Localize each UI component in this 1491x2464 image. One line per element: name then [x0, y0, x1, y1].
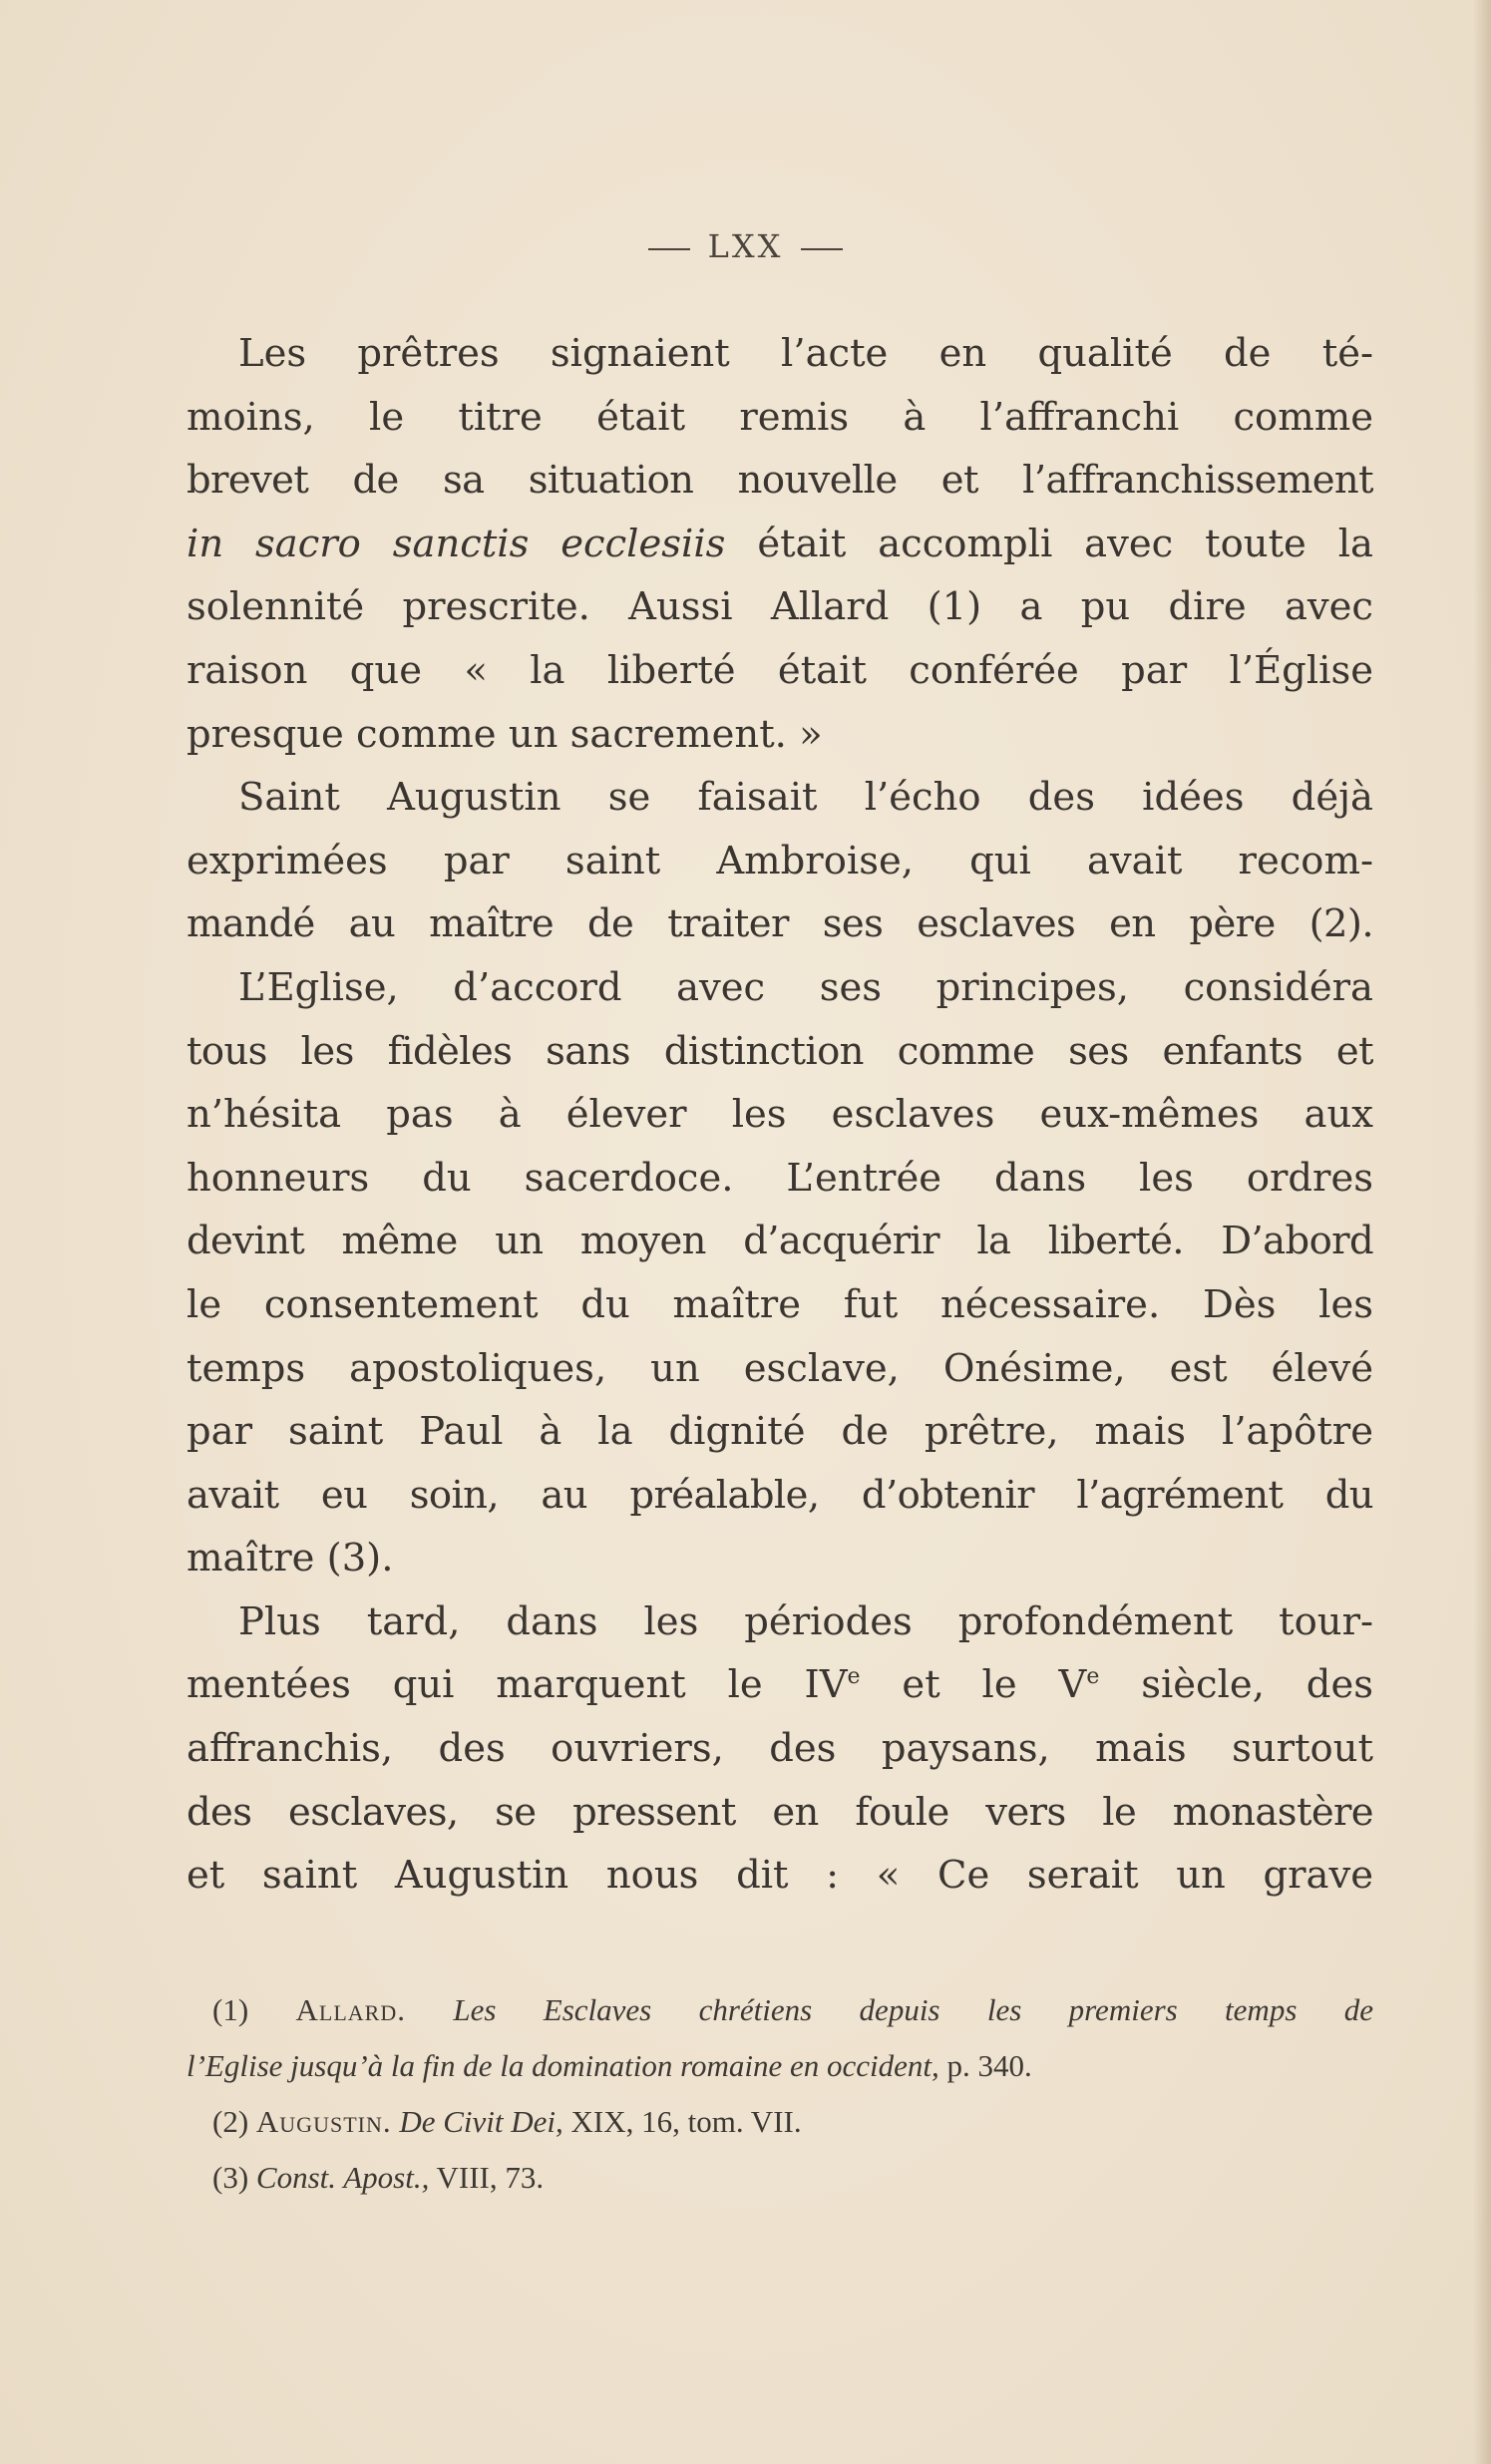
text-line: honneurs du sacerdoce. L’entrée dans les ordres [186, 1155, 1373, 1201]
text-span: et le V [860, 1662, 1087, 1708]
latin-phrase: in sacro sanctis ecclesiis [186, 521, 726, 566]
dash-left [648, 248, 690, 250]
text-line: Plus tard, dans les périodes profondément tour- [238, 1598, 1373, 1644]
footnote-1-line-2 [186, 2038, 1373, 2094]
footnote-author: Allard. [295, 1992, 406, 2027]
superscript: e [1086, 1664, 1100, 1690]
text-line: Les prêtres signaient l’acte en qualité de té- [238, 331, 1373, 376]
footnote-title: De Civit Dei, [399, 2104, 563, 2139]
footnote-1-line-1 [186, 1982, 1373, 2038]
text-line [186, 513, 1373, 576]
text-line: le consentement du maître fut nécessaire. Dès les [186, 1281, 1373, 1327]
text-line [186, 1653, 1373, 1717]
text-line: L’Eglise, d’accord avec ses principes, considéra [238, 964, 1373, 1010]
footnote-number: (2) [212, 2104, 249, 2139]
text-line: affranchis, des ouvriers, des paysans, mais surtout [186, 1726, 1373, 1772]
footnote-title: Les Esclaves chrétiens depuis les premiers temps de [453, 1992, 1373, 2027]
text-span: mentées qui marquent le IV [186, 1662, 848, 1708]
footnote-title: l’Eglise jusqu’à la fin de la domination romaine en occident, [186, 2048, 939, 2083]
page-edge-shadow [1473, 0, 1491, 2464]
text-line: exprimées par saint Ambroise, qui avait recom- [186, 838, 1373, 883]
page-number-roman: LXX [707, 227, 784, 265]
superscript: e [847, 1664, 861, 1690]
text-line: brevet de sa situation nouvelle et l’affranchissement [186, 458, 1373, 504]
text-line: n’hésita pas à élever les esclaves eux-mêmes aux [186, 1092, 1373, 1138]
text-line: moins, le titre était remis à l’affranchi comme [186, 394, 1373, 440]
text-line: avait eu soin, au préalable, d’obtenir l’agrément du [186, 1472, 1373, 1518]
text-line: maître (3). [186, 1536, 394, 1582]
footnote-number: (1) [212, 1992, 249, 2027]
footnote-author: Augustin. [255, 2104, 392, 2139]
running-head [0, 227, 1491, 265]
text-line: raison que « la liberté était conférée par l’Église [186, 647, 1373, 693]
text-line: mandé au maître de traiter ses esclaves en père (2). [186, 901, 1373, 947]
text-line: devint même un moyen d’acquérir la liberté. D’abord [186, 1219, 1373, 1264]
footnote-page: p. 340. [938, 2048, 1032, 2083]
text-line: et saint Augustin nous dit : « Ce serait un grave [186, 1853, 1373, 1899]
text-line: Saint Augustin se faisait l’écho des idées déjà [238, 775, 1373, 821]
text-line: tous les fidèles sans distinction comme ses enfants et [186, 1028, 1373, 1074]
text-line: par saint Paul à la dignité de prêtre, mais l’apôtre [186, 1409, 1373, 1455]
footnote-3 [186, 2150, 1373, 2206]
footnote-number: (3) [212, 2160, 249, 2195]
text-span: siècle, des [1099, 1662, 1373, 1708]
text-span: était accompli avec toute la [725, 521, 1373, 566]
text-line: des esclaves, se pressent en foule vers le monastère [186, 1789, 1373, 1835]
footnotes [186, 1982, 1373, 2206]
text-line: temps apostoliques, un esclave, Onésime, est élevé [186, 1345, 1373, 1391]
dash-right [801, 248, 843, 250]
text-line: solennité prescrite. Aussi Allard (1) a pu dire avec [186, 584, 1373, 630]
footnote-ref: VIII, 73. [429, 2160, 545, 2195]
footnote-2 [186, 2094, 1373, 2150]
footnote-title: Const. Apost., [255, 2160, 430, 2195]
footnote-ref: XIX, 16, tom. VII. [562, 2104, 802, 2139]
text-line: presque comme un sacrement. » [186, 711, 823, 757]
body-text [186, 322, 1373, 1908]
